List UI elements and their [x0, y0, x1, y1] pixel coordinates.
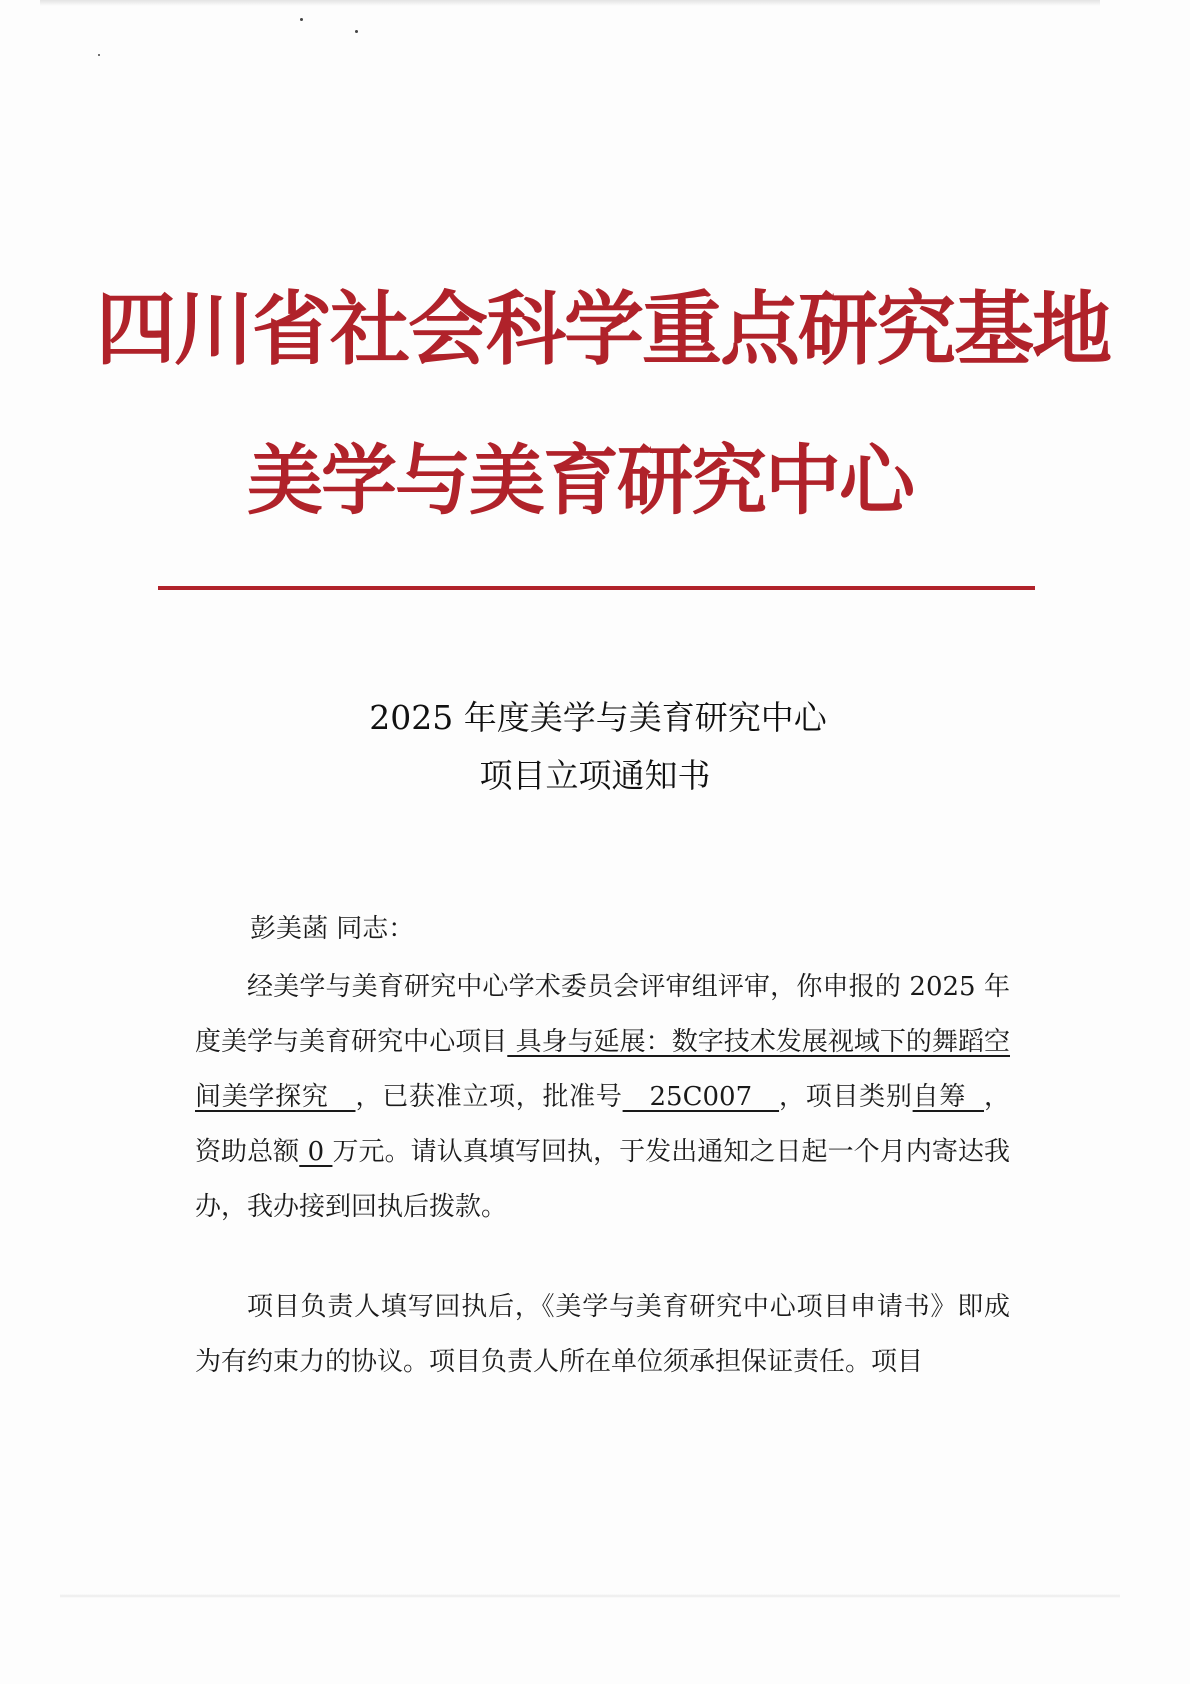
category-field: 自筹: [912, 1082, 984, 1112]
letterhead-line-2: 美学与美育研究中心: [247, 436, 913, 525]
notice-paragraph-1: [195, 960, 1010, 1235]
scan-edge-bottom: [60, 1594, 1120, 1598]
salutation: 彭美菡 同志：: [250, 914, 415, 944]
letterhead-line-1: 四川省社会科学重点研究基地: [96, 283, 1110, 376]
scan-speck: [300, 18, 303, 21]
paragraph-1-intro: 经美学与美育研究中心学术委员会评审组评审，你申报的 2025 年度美学与美育研究中心项目: [195, 972, 1010, 1057]
scan-speck: [355, 30, 358, 33]
scan-speck: [98, 54, 100, 56]
approval-number-field: 25C007: [622, 1082, 780, 1112]
notice-paragraph-2: 项目负责人填写回执后，《美学与美育研究中心项目申请书》即成为有约束力的协议。项目负责人所在单位须承担保证责任。项目: [195, 1292, 1010, 1377]
category-label: ，项目类别: [779, 1082, 913, 1112]
project-name-field: 具身与延展：数字技术发展视域下的舞蹈空间美学探究: [195, 1027, 1010, 1112]
letterhead-divider: [158, 586, 1035, 590]
document-title-line-1: 2025 年度美学与美育研究中心: [369, 698, 827, 737]
approved-text: ，已获准立项，批准号: [355, 1082, 623, 1112]
funding-amount-field: 0: [299, 1137, 333, 1167]
funding-label: ， 资助总额: [195, 1082, 1010, 1167]
scan-edge-top: [40, 0, 1100, 6]
paragraph-1-closing: 万元。请认真填写回执，于发出通知之日起一个月内寄达我办，我办接到回执后拨款。: [195, 1137, 1010, 1222]
document-title-line-2: 项目立项通知书: [479, 756, 711, 795]
